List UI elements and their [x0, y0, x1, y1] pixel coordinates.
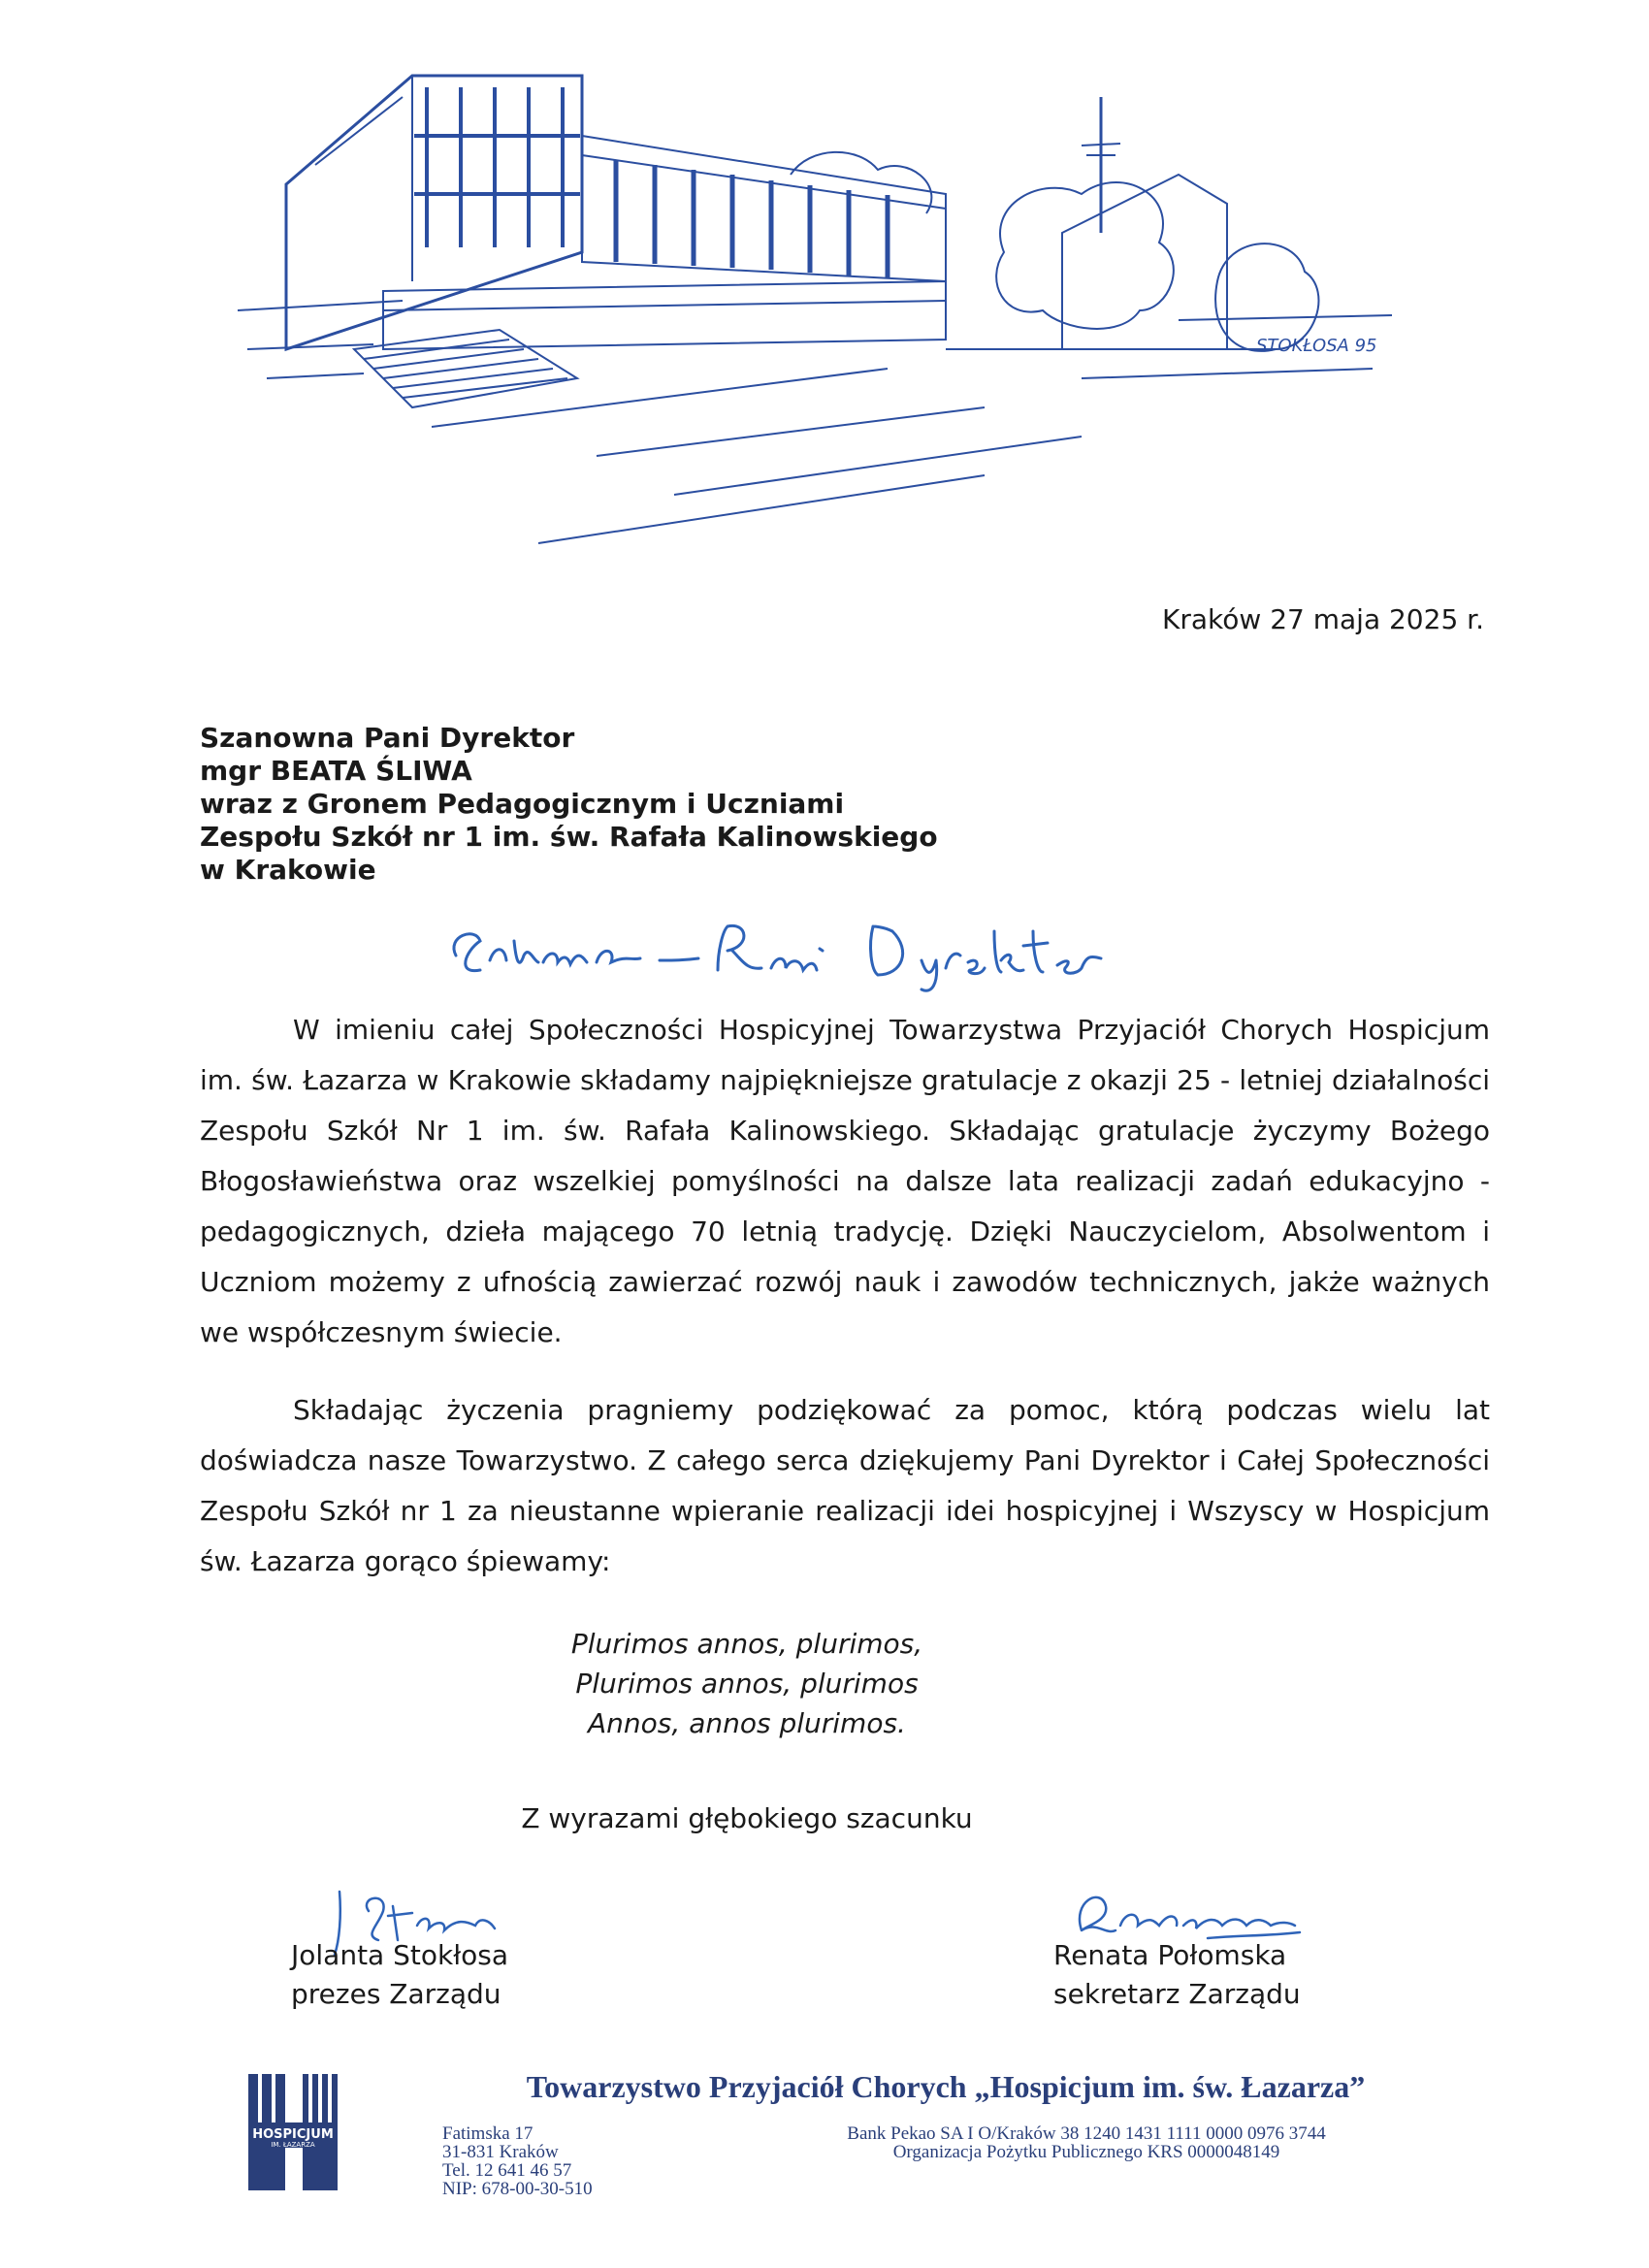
- address-line: NIP: 678-00-30-510: [442, 2179, 593, 2199]
- latin-poem: [485, 1624, 1009, 1743]
- organization-name: Towarzystwo Przyjaciół Chorych „Hospicjum im. św. Łazarza”: [526, 2069, 1366, 2104]
- bank-account: Bank Pekao SA I O/Kraków 38 1240 1431 1111 0000 0976 3744: [847, 2123, 1326, 2144]
- poem-line: Annos, annos plurimos.: [588, 1707, 906, 1739]
- signatory-role: sekretarz Zarządu: [1053, 1978, 1301, 2010]
- svg-text:IM. ŁAZARZA: IM. ŁAZARZA: [271, 2141, 315, 2149]
- closing-phrase: Z wyrazami głębokiego szacunku: [521, 1802, 973, 1834]
- body-paragraph-2: Składając życzenia pragniemy podziękować za pomoc, którą podczas wielu lat doświadcza nasze Towarzystwo. Z całego serca dziękujemy Pani Dyrektor i Całej Społeczności Zespołu Szkół nr 1 za nieustanne wpieranie realizacji idei hospicyjnej i Wszyscy w Hospicjum św. Łazarza gorąco śpiewamy:: [200, 1394, 1490, 1577]
- building-sketch-illustration: [209, 58, 1421, 553]
- artist-signature: STOKŁOSA 95: [1256, 336, 1377, 356]
- signatory-name: Renata Połomska: [1053, 1939, 1287, 1971]
- svg-text:HOSPICJUM: HOSPICJUM: [252, 2127, 334, 2142]
- signatory-2: [1053, 1936, 1301, 2014]
- organization-bank-info: [757, 2124, 1416, 2161]
- signatory-name: Jolanta Stokłosa: [291, 1939, 509, 1971]
- signatory-1: [291, 1936, 508, 2014]
- recipient-line: Szanowna Pani Dyrektor: [200, 722, 575, 754]
- address-line: 31-831 Kraków: [442, 2142, 559, 2162]
- body-paragraph-1: W imieniu całej Społeczności Hospicyjnej Towarzystwa Przyjaciół Chorych Hospicjum im. św. Łazarza w Krakowie składamy najpiękniejsze gratulacje z okazji 25 - letniej działalności Zespołu Szkół Nr 1 im. św. Rafała Kalinowskiego. Składając gratulacje życzymy Bożego Błogosławieństwa oraz wszelkiej pomyślności na dalsze lata realizacji zadań edukacyjno - pedagogicznych, dzieła mającego 70 letnią tradycję. Dzięki Nauczycielom, Absolwentom i Uczniom możemy z ufnością zawierzać rozwój nauk i zawodów technicznych, jakże ważnych we współczesnym świecie.: [200, 1014, 1490, 1348]
- recipient-line: wraz z Gronem Pedagogicznym i Uczniami: [200, 788, 845, 820]
- organization-address: [442, 2124, 593, 2198]
- poem-line: Plurimos annos, plurimos: [575, 1668, 919, 1700]
- recipient-line: w Krakowie: [200, 854, 376, 886]
- address-line: Tel. 12 641 46 57: [442, 2160, 572, 2181]
- recipient-line: Zespołu Szkół nr 1 im. św. Rafała Kalinowskiego: [200, 821, 938, 853]
- hospicjum-logo: [246, 2074, 343, 2190]
- recipient-line: mgr BEATA ŚLIWA: [200, 755, 472, 787]
- krs-number: Organizacja Pożytku Publicznego KRS 0000048149: [892, 2142, 1280, 2162]
- letter-date: Kraków 27 maja 2025 r.: [1162, 603, 1484, 635]
- handwritten-greeting: [436, 902, 1135, 999]
- poem-line: Plurimos annos, plurimos,: [570, 1628, 923, 1660]
- signatory-role: prezes Zarządu: [291, 1978, 501, 2010]
- address-line: Fatimska 17: [442, 2123, 534, 2144]
- recipient-block: [200, 722, 938, 887]
